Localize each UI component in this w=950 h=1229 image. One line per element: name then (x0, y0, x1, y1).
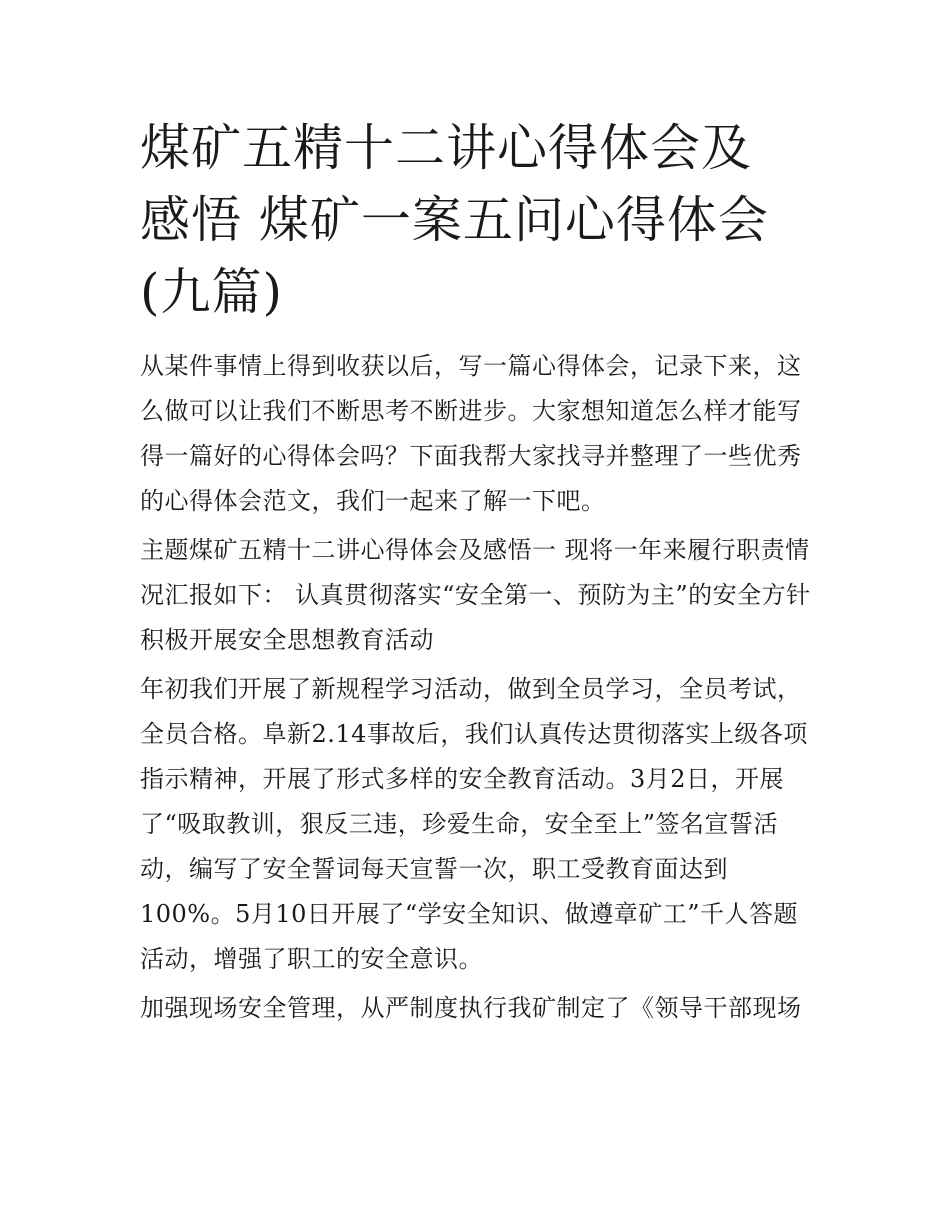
paragraph-intro: 从某件事情上得到收获以后，写一篇心得体会，记录下来，这么做可以让我们不断思考不断进步。大家想知道怎么样才能写得一篇好的心得体会吗？下面我帮大家找寻并整理了一些优秀的心得体会范文，我们一起来了解一下吧。 (140, 352, 802, 515)
paragraph-management: 加强现场安全管理，从严制度执行我矿制定了《领导干部现场 (140, 994, 802, 1022)
paragraph-theme: 主题煤矿五精十二讲心得体会及感悟一 现将一年来履行职责情况汇报如下： 认真贯彻落实“安全第一、预防为主”的安全方针积极开展安全思想教育活动 (140, 536, 811, 654)
document-title: 煤矿五精十二讲心得体会及感悟 煤矿一案五问心得体会(九篇) (140, 119, 769, 321)
document-page (140, 112, 820, 1035)
paragraph-activities: 年初我们开展了新规程学习活动，做到全员学习，全员考试，全员合格。阜新2.14事故后，我们认真传达贯彻落实上级各项指示精神，开展了形式多样的安全教育活动。3月2日，开展了“吸取教训，狠反三违，珍爱生命，安全至上”签名宣誓活动，编写了安全誓词每天宣誓一次，职工受教育面达到100%。5月10日开展了“学安全知识、做遵章矿工”千人答题活动，增强了职工的安全意识。 (140, 675, 808, 973)
